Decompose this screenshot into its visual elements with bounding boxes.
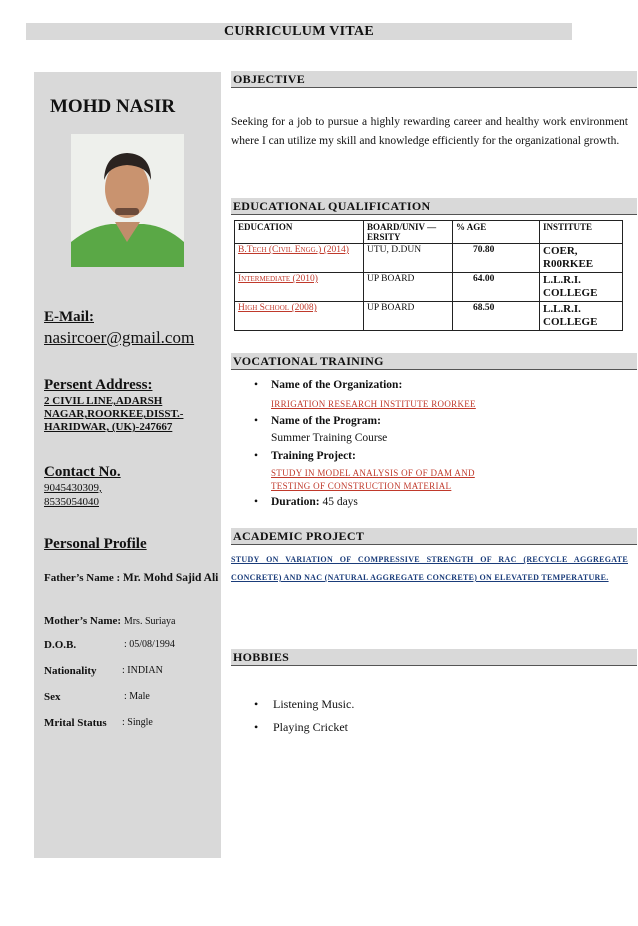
education-heading: EDUCATIONAL QUALIFICATION bbox=[231, 198, 637, 215]
profile-value: : 05/08/1994 bbox=[124, 639, 175, 650]
hobby-item: Listening Music. bbox=[273, 697, 355, 711]
bullet-icon: • bbox=[254, 415, 259, 427]
bullet-icon: • bbox=[254, 450, 259, 462]
hobbies-heading: HOBBIES bbox=[231, 649, 637, 666]
board-cell: UTU, D.DUN bbox=[364, 244, 453, 273]
course-cell: B.Tech (Civil Engg.) (2014) bbox=[235, 244, 364, 273]
profile-label: Father’s Name : bbox=[44, 572, 121, 584]
profile-label: Mother’s Name: bbox=[44, 615, 122, 627]
phone-1: 9045430309, bbox=[44, 482, 102, 494]
board-cell: UP BOARD bbox=[364, 302, 453, 331]
bullet-icon: • bbox=[254, 697, 259, 711]
objective-heading: OBJECTIVE bbox=[231, 71, 637, 88]
profile-row-marital bbox=[44, 717, 219, 729]
profile-value: : INDIAN bbox=[122, 665, 163, 676]
profile-value: Mrs. Suriaya bbox=[123, 616, 176, 627]
profile-label: D.O.B. bbox=[44, 639, 77, 651]
education-table bbox=[234, 220, 623, 331]
academic-heading: ACADEMIC PROJECT bbox=[231, 528, 637, 545]
duration-label: Duration: bbox=[271, 496, 320, 508]
profile-row-sex bbox=[44, 691, 219, 703]
duration-row bbox=[271, 496, 358, 508]
hobby-item: Playing Cricket bbox=[273, 720, 348, 734]
course-cell: Intermediate (2010) bbox=[235, 273, 364, 302]
program-label: Name of the Program: bbox=[271, 415, 381, 427]
org-label: Name of the Organization: bbox=[271, 379, 403, 391]
percent-cell: 70.80 bbox=[453, 244, 540, 273]
vocational-heading: VOCATIONAL TRAINING bbox=[231, 353, 637, 370]
sidebar bbox=[34, 72, 221, 858]
program-value: Summer Training Course bbox=[271, 432, 388, 444]
project-line-2: TESTING OF CONSTRUCTION MATERIAL bbox=[271, 481, 452, 491]
org-value: IRRIGATION RESEARCH INSTITUTE ROORKEE bbox=[271, 399, 476, 409]
board-cell: UP BOARD bbox=[364, 273, 453, 302]
profile-row-nationality bbox=[44, 665, 219, 677]
profile-label: Nationality bbox=[44, 665, 97, 677]
project-label: Training Project: bbox=[271, 450, 356, 462]
email-address[interactable]: nasircoer@gmail.com bbox=[44, 328, 195, 347]
profile-value: Mr. Mohd Sajid Ali bbox=[122, 572, 219, 584]
column-header: EDUCATION bbox=[235, 221, 364, 244]
column-header: BOARD/UNIV —ERSITY bbox=[364, 221, 453, 244]
personal-profile-heading: Personal Profile bbox=[44, 536, 147, 552]
table-header-row bbox=[235, 221, 623, 244]
profile-value: : Male bbox=[124, 691, 150, 702]
address-heading: Persent Address: bbox=[44, 377, 153, 393]
course-cell: High School (2008) bbox=[235, 302, 364, 331]
email-heading: E-Mail: bbox=[44, 309, 94, 325]
table-row bbox=[235, 302, 623, 331]
bullet-icon: • bbox=[254, 720, 259, 734]
profile-row-dob bbox=[44, 639, 219, 651]
profile-row-mother bbox=[44, 615, 219, 627]
column-header: INSTITUTE bbox=[540, 221, 623, 244]
bullet-icon: • bbox=[254, 379, 259, 391]
profile-value: : Single bbox=[122, 717, 153, 728]
address-text: 2 CIVIL LINE,ADARSH NAGAR,ROORKEE,DISST.-HARIDWAR, (UK)-247667 bbox=[44, 395, 184, 433]
candidate-name: MOHD NASIR bbox=[50, 96, 176, 117]
percent-cell: 68.50 bbox=[453, 302, 540, 331]
institute-cell: COER, R00RKEE bbox=[540, 244, 623, 273]
profile-label: Mrital Status bbox=[44, 717, 107, 729]
profile-row-father bbox=[44, 572, 219, 584]
table-row bbox=[235, 273, 623, 302]
page-title: CURRICULUM VITAE bbox=[26, 23, 572, 40]
academic-project-text: STUDY ON VARIATION OF COMPRESSIVE STRENGTH OF RAC (RECYCLE AGGREGATE CONCRETE) AND NAC (NATURAL AGGREGATE CONCRETE) ON ELEVATED TEMPERATURE. bbox=[231, 555, 628, 582]
institute-cell: L.L.R.I. COLLEGE bbox=[540, 273, 623, 302]
table-row bbox=[235, 244, 623, 273]
phone-2: 8535054040 bbox=[44, 496, 99, 508]
profile-photo bbox=[71, 134, 184, 267]
project-line-1: STUDY IN MODEL ANALYSIS OF OF DAM AND bbox=[271, 468, 475, 478]
duration-value: 45 days bbox=[322, 496, 358, 508]
percent-cell: 64.00 bbox=[453, 273, 540, 302]
bullet-icon: • bbox=[254, 496, 259, 508]
institute-cell: L.L.R.I. COLLEGE bbox=[540, 302, 623, 331]
profile-label: Sex bbox=[44, 691, 61, 703]
objective-text: Seeking for a job to pursue a highly rewarding career and healthy work environment where I can utilize my skill and knowledge efficiently for the organizational growth. bbox=[231, 116, 628, 147]
contact-heading: Contact No. bbox=[44, 464, 121, 480]
column-header: % AGE bbox=[453, 221, 540, 244]
